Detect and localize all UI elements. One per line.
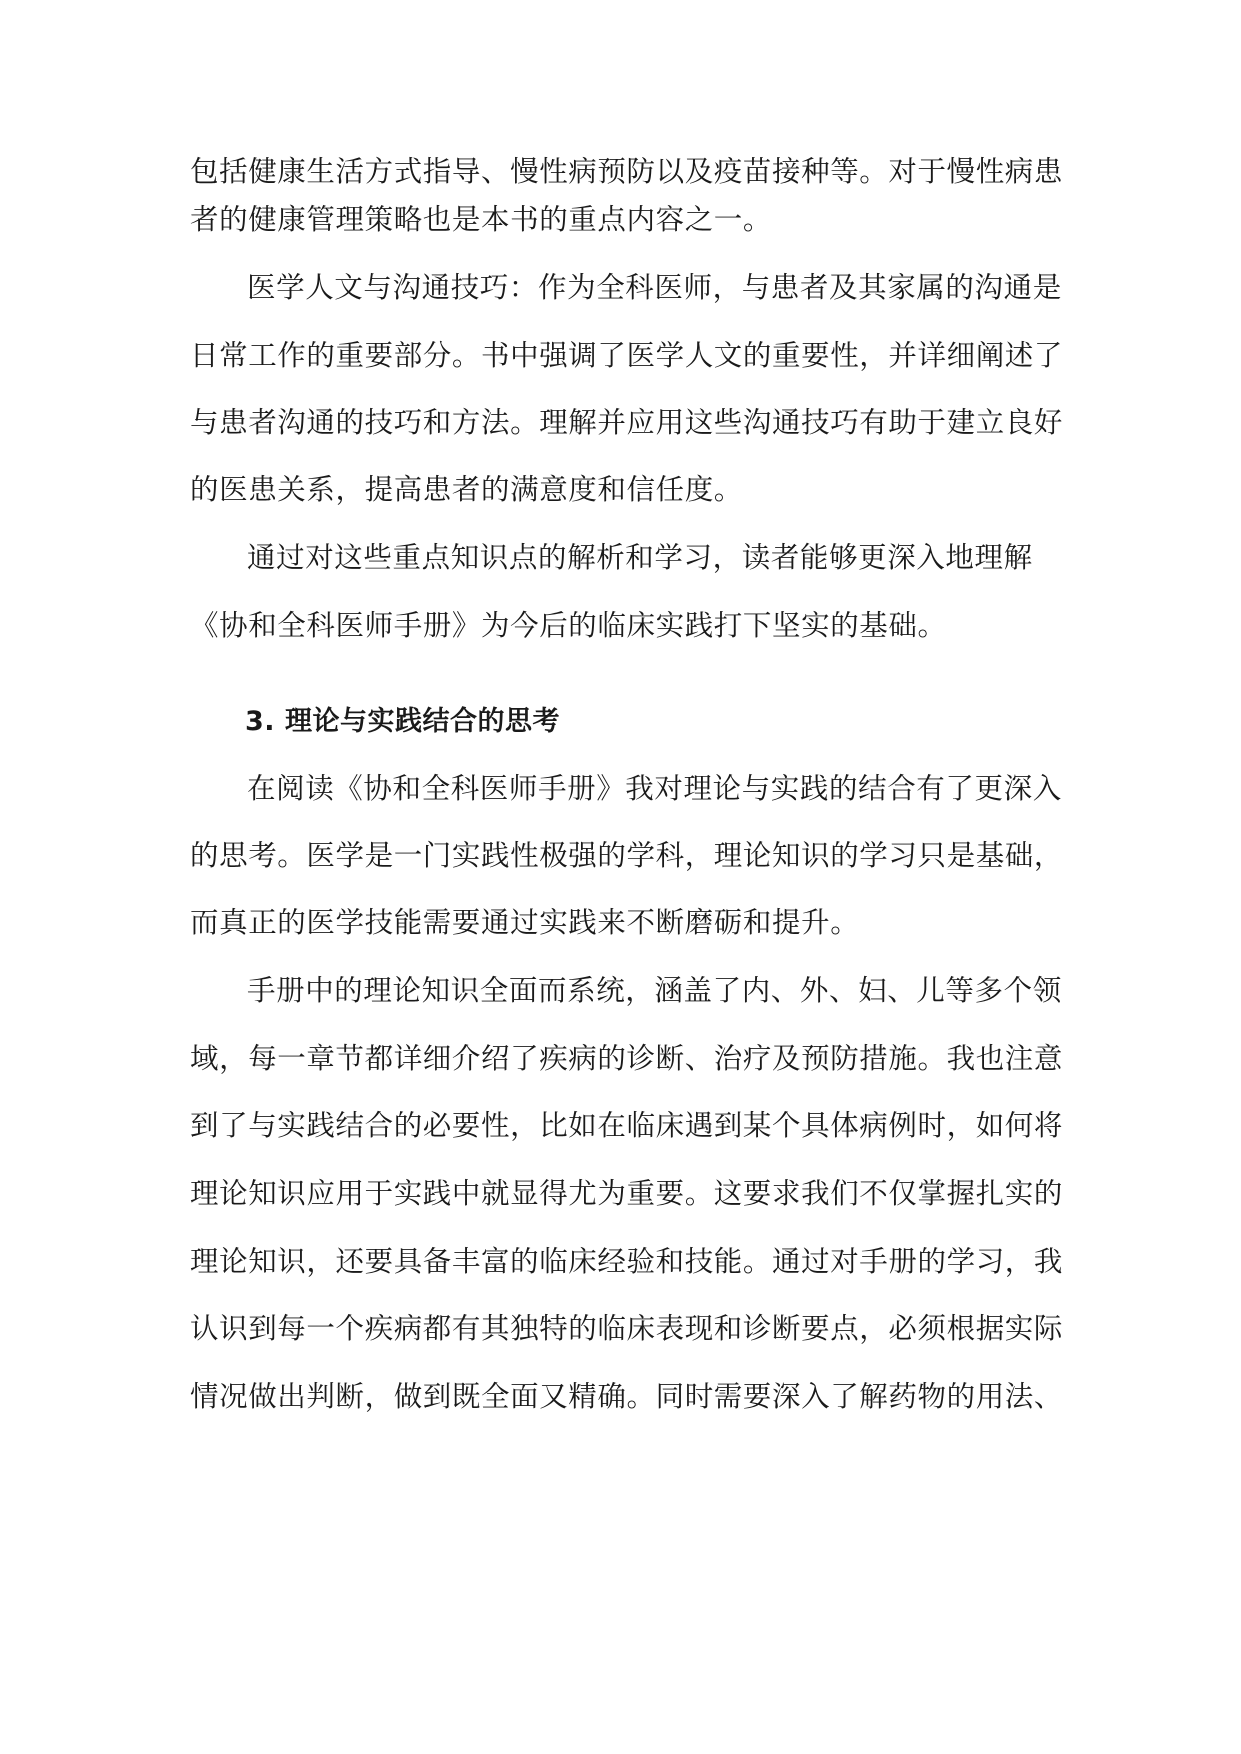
body-text-line: 认识到每一个疾病都有其独特的临床表现和诊断要点，必须根据实际 xyxy=(190,1312,1064,1345)
section-heading: 3. 理论与实践结合的思考 xyxy=(245,706,560,737)
body-text-line: 包括健康生活方式指导、慢性病预防以及疫苗接种等。对于慢性病患 xyxy=(190,155,1064,188)
body-text-line: 者的健康管理策略也是本书的重点内容之一。 xyxy=(190,203,773,236)
body-text-line: 通过对这些重点知识点的解析和学习，读者能够更深入地理解 xyxy=(247,541,1033,574)
body-text-line: 在阅读《协和全科医师手册》我对理论与实践的结合有了更深入 xyxy=(247,772,1062,805)
body-text-line: 手册中的理论知识全面而系统，涵盖了内、外、妇、儿等多个领 xyxy=(247,974,1062,1007)
body-text-line: 《协和全科医师手册》为今后的临床实践打下坚实的基础。 xyxy=(190,609,947,642)
body-text-line: 而真正的医学技能需要通过实践来不断磨砺和提升。 xyxy=(190,906,860,939)
body-text-line: 日常工作的重要部分。书中强调了医学人文的重要性，并详细阐述了 xyxy=(190,339,1064,372)
body-text-line: 的思考。医学是一门实践性极强的学科，理论知识的学习只是基础， xyxy=(190,839,1064,872)
body-text-line: 到了与实践结合的必要性，比如在临床遇到某个具体病例时，如何将 xyxy=(190,1109,1064,1142)
body-text-line: 情况做出判断，做到既全面又精确。同时需要深入了解药物的用法、 xyxy=(190,1380,1064,1413)
body-text-line: 域，每一章节都详细介绍了疾病的诊断、治疗及预防措施。我也注意 xyxy=(190,1042,1064,1075)
body-text-line: 理论知识，还要具备丰富的临床经验和技能。通过对手册的学习，我 xyxy=(190,1245,1064,1278)
body-text-line: 理论知识应用于实践中就显得尤为重要。这要求我们不仅掌握扎实的 xyxy=(190,1177,1064,1210)
body-text-line: 与患者沟通的技巧和方法。理解并应用这些沟通技巧有助于建立良好 xyxy=(190,406,1064,439)
body-text-line: 的医患关系，提高患者的满意度和信任度。 xyxy=(190,473,743,506)
body-text-line: 医学人文与沟通技巧：作为全科医师，与患者及其家属的沟通是 xyxy=(247,271,1062,304)
